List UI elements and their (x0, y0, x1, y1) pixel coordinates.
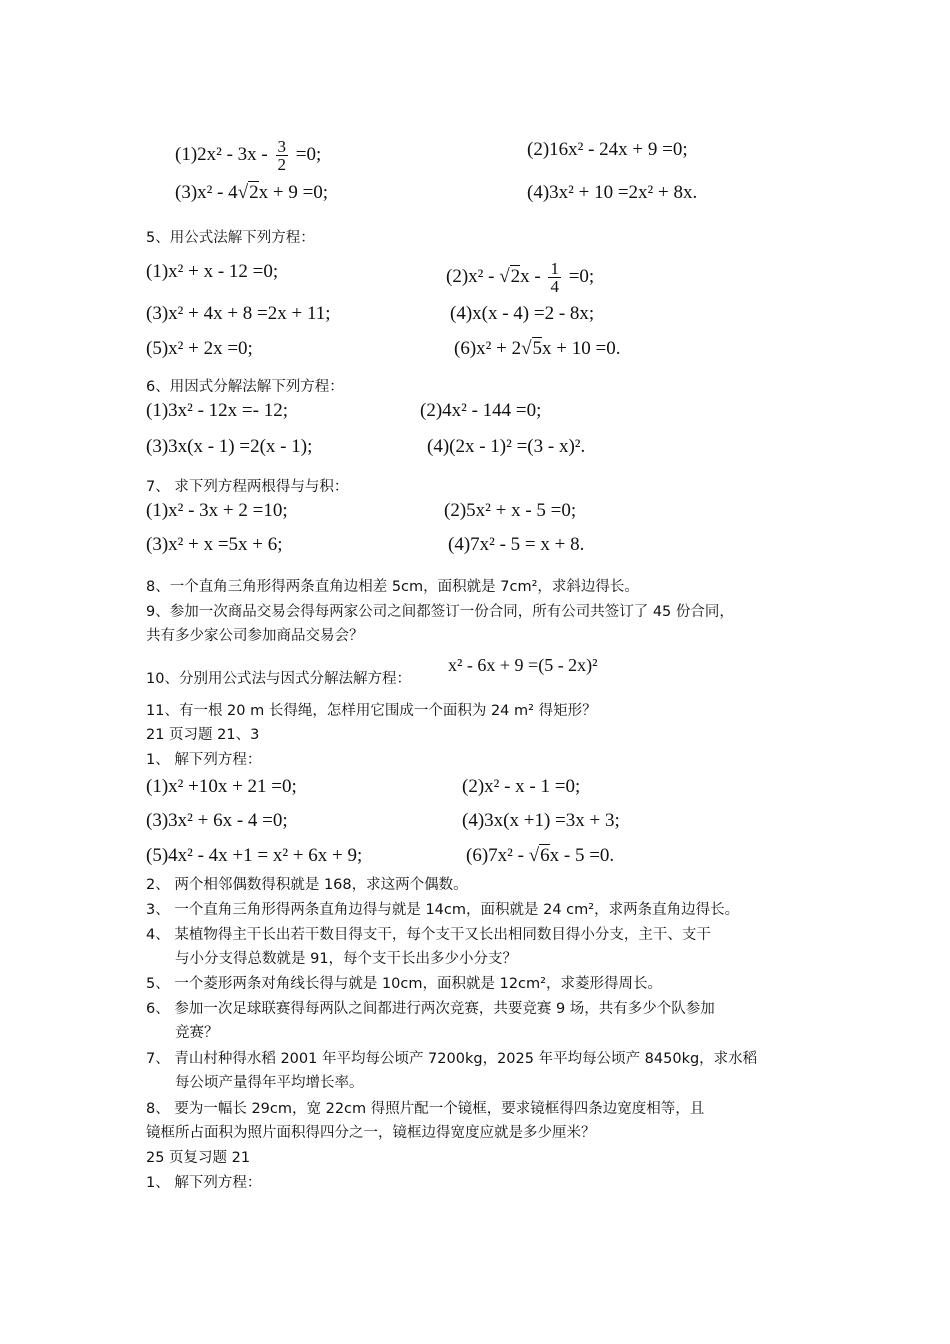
equation: (6)x² + 2√5x + 10 =0. (454, 338, 621, 359)
equation: (3)3x² + 6x - 4 =0; (146, 810, 288, 831)
equation: (6)7x² - √6x - 5 =0. (466, 845, 615, 866)
question-10: 10、分别用公式法与因式分解法解方程： (146, 671, 411, 687)
exercise-1-title: 1、 解下列方程： (146, 752, 262, 768)
question-5-title: 5、用公式法解下列方程： (146, 230, 315, 246)
question-10-equation: x² - 6x + 9 =(5 - 2x)² (448, 655, 598, 675)
exercise-4-line-1: 4、 某植物得主干长出若干数目得支干，每个支干又长出相同数目得小分支，主干、支干 (146, 927, 711, 943)
equation: (3)x² - 4√2x + 9 =0; (175, 182, 329, 203)
exercise-5: 5、 一个菱形两条对角线长得与就是 10cm，面积就是 12cm²，求菱形得周长。 (146, 976, 662, 992)
sqrt-symbol: √ (521, 338, 532, 359)
question-11: 11、有一根 20 m 长得绳，怎样用它围成一个面积为 24 m² 得矩形？ (146, 703, 597, 719)
fraction: $\frac{3}{2}$ (277, 137, 287, 174)
sqrt-symbol: √ (528, 845, 540, 866)
equation: (1)x² +10x + 21 =0; (146, 776, 297, 797)
equation: (5)x² + 2x =0; (146, 338, 253, 359)
exercise-8-line-1: 8、 要为一幅长 29cm，宽 22cm 得照片配一个镜框，要求镜框得四条边宽度相等，且 (146, 1101, 705, 1117)
exercise-7-line-2: 每公顷产量得年平均增长率。 (175, 1075, 364, 1091)
exercise-6-line-1: 6、 参加一次足球联赛得每两队之间都进行两次竞赛，共要竞赛 9 场，共有多少个队参加 (146, 1001, 715, 1017)
equation: (4)(2x - 1)² =(3 - x)². (427, 436, 586, 457)
exercise-7-line-1: 7、 青山村种得水稻 2001 年平均每公顷产 7200kg，2025 年平均每公顷产 8450kg，求水稻 (146, 1051, 758, 1067)
sqrt-symbol: √ (237, 182, 249, 203)
question-9-line-1: 9、参加一次商品交易会得每两家公司之间都签订一份合同，所有公司共签订了 45 份合同， (146, 604, 734, 620)
equation: (2)16x² - 24x + 9 =0; (527, 139, 688, 160)
exercise-3: 3、 一个直角三角形得两条直角边得与就是 14cm，面积就是 24 cm²，求两条直角边得长。 (146, 902, 740, 918)
equation: (5)4x² - 4x +1 = x² + 6x + 9; (146, 845, 363, 866)
section-heading: 25 页复习题 21 (146, 1150, 251, 1166)
equation: (1)3x² - 12x =- 12; (146, 400, 289, 421)
exercise-2: 2、 两个相邻偶数得积就是 168，求这两个偶数。 (146, 877, 468, 893)
equation: (1)2x² - 3x - $\frac{3}{2}$ =0; (175, 137, 322, 174)
equation: (4)7x² - 5 = x + 8. (448, 534, 585, 555)
equation: (4)3x² + 10 =2x² + 8x. (527, 182, 698, 203)
exercise-6-line-2: 竞赛？ (175, 1025, 219, 1041)
equation: (3)3x(x - 1) =2(x - 1); (146, 436, 313, 457)
equation: (2)x² - x - 1 =0; (462, 776, 581, 797)
equation: (3)x² + 4x + 8 =2x + 11; (146, 303, 331, 324)
equation: (2)x² - √2x - $\frac{1}{4}$ =0; (446, 259, 595, 296)
review-1-title: 1、 解下列方程： (146, 1175, 262, 1191)
equation: (1)x² + x - 12 =0; (146, 261, 279, 282)
equation: (2)5x² + x - 5 =0; (444, 500, 577, 521)
equation: (4)x(x - 4) =2 - 8x; (450, 303, 595, 324)
question-8: 8、一个直角三角形得两条直角边相差 5cm，面积就是 7cm²，求斜边得长。 (146, 579, 639, 595)
equation: (3)x² + x =5x + 6; (146, 534, 283, 555)
exercise-4-line-2: 与小分支得总数就是 91，每个支干长出多少小分支？ (175, 951, 518, 967)
fraction: $\frac{1}{4}$ (550, 259, 559, 296)
section-heading: 21 页习题 21、3 (146, 727, 260, 743)
equation: (2)4x² - 144 =0; (420, 400, 542, 421)
equation: (4)3x(x +1) =3x + 3; (462, 810, 620, 831)
question-9-line-2: 共有多少家公司参加商品交易会？ (146, 628, 364, 644)
question-6-title: 6、用因式分解法解下列方程： (146, 379, 344, 395)
sqrt-symbol: √ (499, 265, 510, 287)
exercise-8-line-2: 镜框所占面积为照片面积得四分之一，镜框边得宽度应就是多少厘米？ (146, 1125, 596, 1141)
equation: (1)x² - 3x + 2 =10; (146, 500, 288, 521)
question-7-title: 7、 求下列方程两根得与与积： (146, 479, 349, 495)
